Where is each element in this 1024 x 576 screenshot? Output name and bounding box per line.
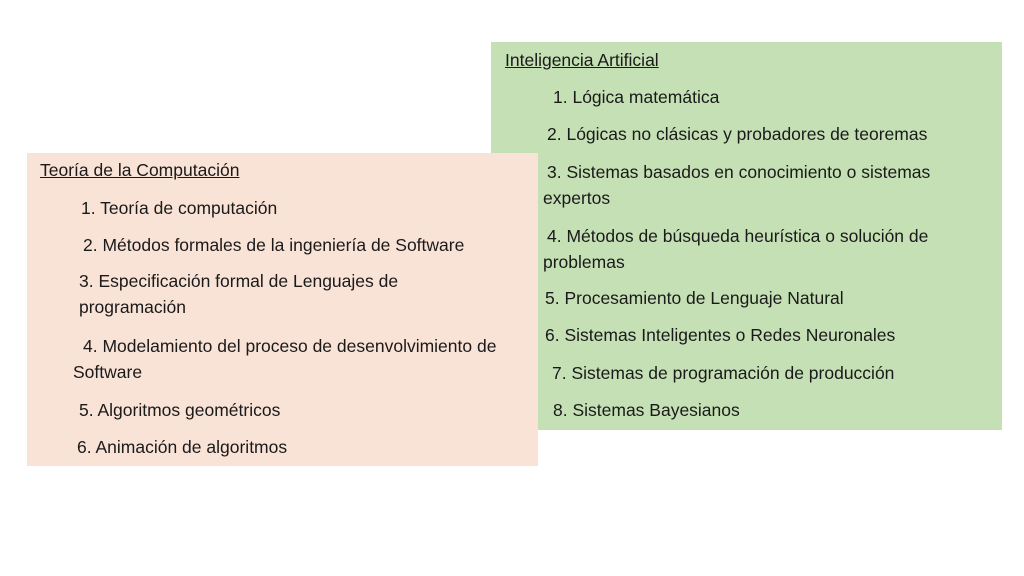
tc-item-4: 4. Modelamiento del proceso de desenvolvimiento de Software (73, 336, 497, 382)
ai-item-3: 3. Sistemas basados en conocimiento o sistemas expertos (543, 162, 931, 208)
tc-item-3: 3. Especificación formal de Lenguajes de programación (79, 271, 399, 317)
ai-item-7: 7. Sistemas de programación de producción (552, 363, 895, 383)
tc-box (27, 153, 538, 466)
tc-item-1: 1. Teoría de computación (81, 198, 278, 218)
tc-item-6: 6. Animación de algoritmos (77, 437, 288, 457)
ai-item-6: 6. Sistemas Inteligentes o Redes Neuronales (545, 325, 896, 345)
tc-box-title: Teoría de la Computación (40, 160, 240, 180)
ai-item-5: 5. Procesamiento de Lenguaje Natural (545, 288, 844, 308)
tc-item-5: 5. Algoritmos geométricos (79, 400, 281, 420)
ai-item-1: 1. Lógica matemática (553, 87, 720, 107)
ai-box (491, 42, 1002, 430)
tc-item-2: 2. Métodos formales de la ingeniería de Software (83, 235, 465, 255)
ai-item-8: 8. Sistemas Bayesianos (553, 400, 740, 420)
ai-item-4: 4. Métodos de búsqueda heurística o solución de problemas (543, 226, 929, 272)
ai-box-title: Inteligencia Artificial (505, 50, 659, 70)
ai-item-2: 2. Lógicas no clásicas y probadores de teoremas (547, 124, 928, 144)
